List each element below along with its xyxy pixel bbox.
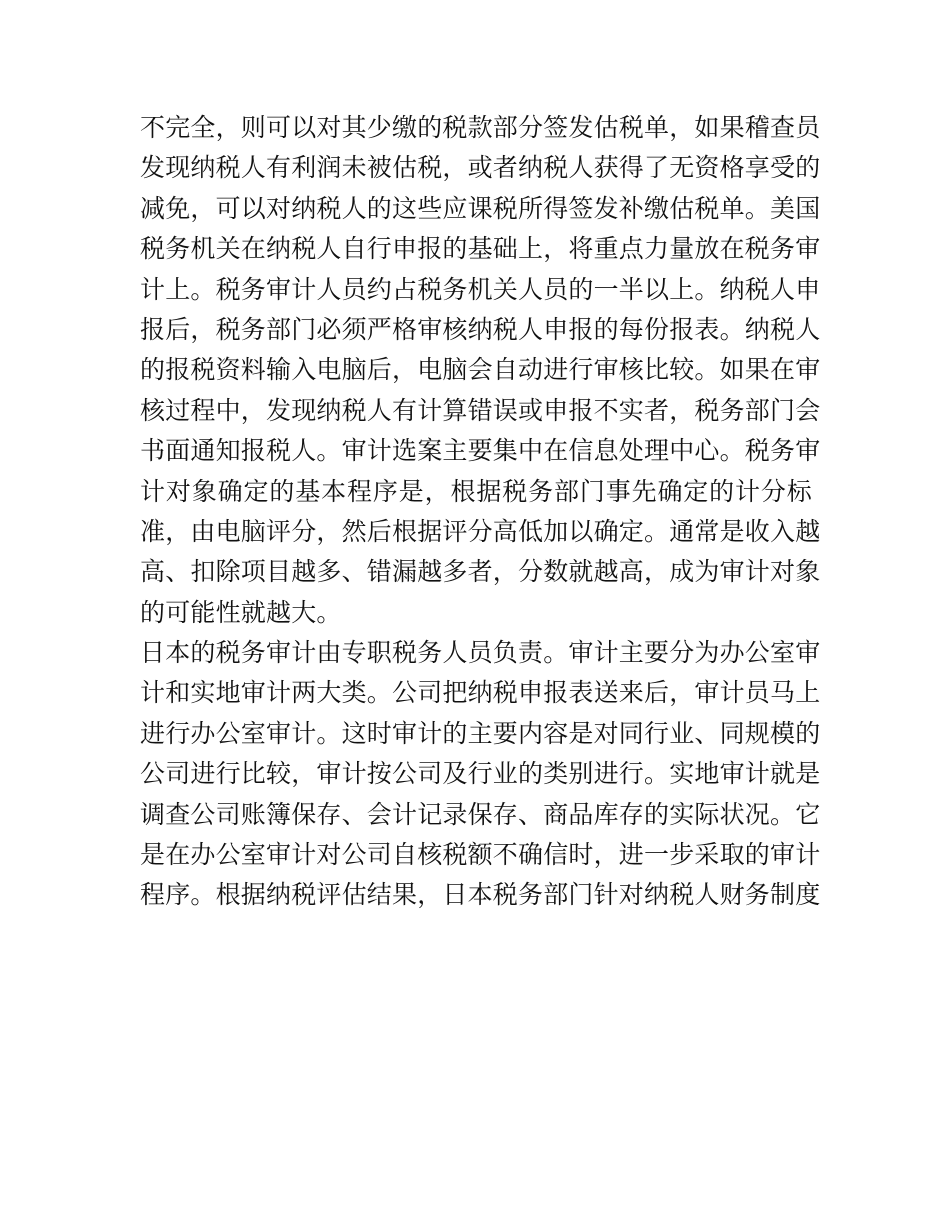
text-line: 高、扣除项目越多、错漏越多者，分数就越高，成为审计对象 <box>140 557 821 587</box>
text-line: 计和实地审计两大类。公司把纳税申报表送来后，审计员马上 <box>140 678 821 708</box>
text-line: 调查公司账簿保存、会计记录保存、商品库存的实际状况。它 <box>140 799 821 829</box>
text-line: 准，由电脑评分，然后根据评分高低加以确定。通常是收入越 <box>140 516 821 546</box>
paragraph-japan-tax-audit <box>140 633 821 916</box>
text-line: 公司进行比较，审计按公司及行业的类别进行。实地审计就是 <box>140 759 821 789</box>
text-line: 不完全，则可以对其少缴的税款部分签发估税单，如果稽查员 <box>140 113 821 142</box>
paragraph-us-tax-audit <box>140 108 821 633</box>
text-line: 减免，可以对纳税人的这些应课税所得签发补缴估税单。美国 <box>140 193 821 223</box>
text-line: 日本的税务审计由专职税务人员负责。审计主要分为办公室审 <box>140 638 821 668</box>
text-line: 的可能性就越大。 <box>140 597 342 627</box>
text-line: 核过程中，发现纳税人有计算错误或申报不实者，税务部门会 <box>140 395 821 425</box>
text-line: 程序。根据纳税评估结果，日本税务部门针对纳税人财务制度 <box>140 880 821 910</box>
text-line: 是在办公室审计对公司自核税额不确信时，进一步采取的审计 <box>140 840 821 870</box>
text-line: 计对象确定的基本程序是，根据税务部门事先确定的计分标 <box>140 476 812 506</box>
text-line: 报后，税务部门必须严格审核纳税人申报的每份报表。纳税人 <box>140 314 821 344</box>
text-line: 计上。税务审计人员约占税务机关人员的一半以上。纳税人申 <box>140 274 821 304</box>
text-line: 书面通知报税人。审计选案主要集中在信息处理中心。税务审 <box>140 436 821 466</box>
text-line: 税务机关在纳税人自行申报的基础上，将重点力量放在税务审 <box>140 234 821 264</box>
text-line: 发现纳税人有利润未被估税，或者纳税人获得了无资格享受的 <box>140 153 821 183</box>
text-line: 进行办公室审计。这时审计的主要内容是对同行业、同规模的 <box>140 718 821 748</box>
document-body <box>140 108 821 916</box>
text-line: 的报税资料输入电脑后，电脑会自动进行审核比较。如果在审 <box>140 355 821 385</box>
